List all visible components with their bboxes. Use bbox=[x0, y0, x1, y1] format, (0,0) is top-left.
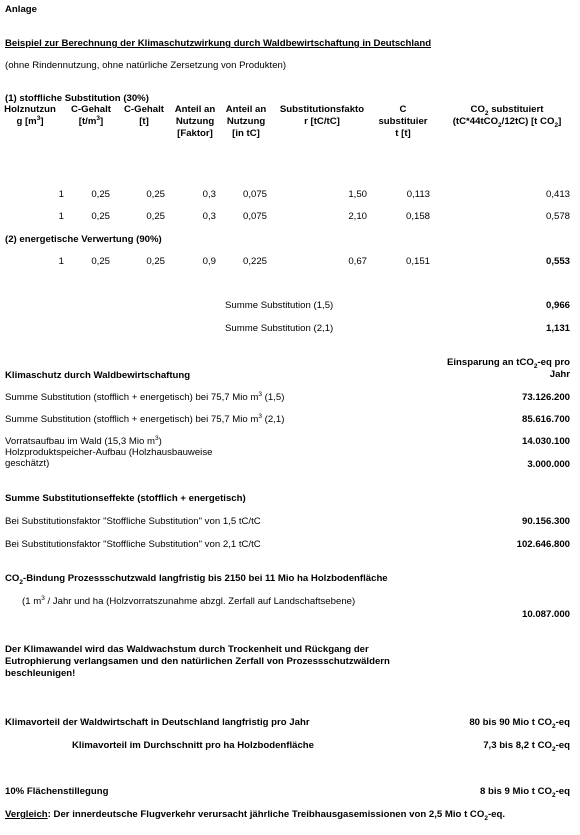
table-cell: 0,225 bbox=[242, 256, 267, 267]
vorteil-value: 7,3 bis 8,2 t $CO_2-eq$ bbox=[483, 740, 570, 753]
col-header-c-gehalt-m3: C-Gehalt $[t/m^3]$ bbox=[71, 104, 111, 127]
table-cell: 1,50 bbox=[348, 189, 367, 200]
klimaschutz-row-label: Summe Substitution (stofflich + energetisch) bei 75,7 Mio $m^3$ (1,5) bbox=[5, 390, 285, 403]
table-cell: 0,151 bbox=[405, 256, 430, 267]
col-header-holznutzung: Holznutzun g $[m^3]$ bbox=[4, 104, 56, 127]
table-cell: 0,413 bbox=[545, 189, 570, 200]
klimawandel-statement: Der Klimawandel wird das Waldwachstum durch Trockenheit und Rückgang der Eutrophierung verlangsamen und den natürlichen Zerfall von Prozessschutzwäldern beschleunigen! bbox=[5, 644, 390, 679]
table-cell: 0,25 bbox=[91, 256, 110, 267]
substitutionseffekte-heading: Summe Substitutionseffekte (stofflich + energetisch) bbox=[5, 493, 246, 504]
table-cell: 0,075 bbox=[242, 189, 267, 200]
col-header-anteil-tc: Anteil an Nutzung [in tC] bbox=[225, 104, 267, 139]
table-cell: 0,3 bbox=[202, 211, 216, 222]
klimaschutz-row-value: 73.126.200 bbox=[521, 392, 570, 403]
vergleich-statement: Vergleich: Der innerdeutsche Flugverkehr verursacht jährliche Treibhausgasemissionen von 2,5 Mio t $CO_2-eq$. bbox=[5, 809, 506, 822]
col-header-c-gehalt-t: C-Gehalt [t] bbox=[124, 104, 164, 127]
substitution-row-value: 90.156.300 bbox=[521, 516, 570, 527]
table-cell: 0,158 bbox=[405, 211, 430, 222]
substitution-row-label: Bei Substitutionsfaktor "Stoffliche Substitution" von 1,5 tC/tC bbox=[5, 516, 261, 527]
document-title: Beispiel zur Berechnung der Klimaschutzwirkung durch Waldbewirtschaftung in Deutschland bbox=[5, 38, 432, 49]
vorteil-label: 10% Flächenstillegung bbox=[5, 786, 109, 797]
substitution-row-label: Bei Substitutionsfaktor "Stoffliche Substitution" von 2,1 tC/tC bbox=[5, 539, 261, 550]
col-header-co2-substituiert: $CO_2$ substituiert (tC*44tCO$_2$/12tC) [t $CO_2$] bbox=[452, 104, 562, 129]
anlage-label: Anlage bbox=[5, 4, 37, 15]
sum-label: Summe Substitution (1,5) bbox=[225, 300, 334, 311]
klimaschutz-row-label: Summe Substitution (stofflich + energetisch) bei 75,7 Mio $m^3$ (2,1) bbox=[5, 412, 285, 425]
sum-value: 0,966 bbox=[545, 300, 570, 311]
table-cell: 1 bbox=[58, 256, 64, 267]
table-cell: 0,553 bbox=[545, 256, 570, 267]
table-cell: 1 bbox=[58, 211, 64, 222]
table-cell: 0,25 bbox=[91, 211, 110, 222]
table-cell: 0,67 bbox=[348, 256, 367, 267]
table-cell: 0,9 bbox=[202, 256, 216, 267]
sum-value: 1,131 bbox=[545, 323, 570, 334]
table-cell: 0,25 bbox=[91, 189, 110, 200]
vorteil-label: Klimavorteil im Durchschnitt pro ha Holzbodenfläche bbox=[72, 740, 315, 751]
vorteil-value: 80 bis 90 Mio t $CO_2-eq$ bbox=[469, 717, 570, 730]
klimaschutz-row-label: Vorratsaufbau im Wald (15,3 Mio $m^3$) bbox=[5, 434, 162, 447]
table-cell: 0,3 bbox=[202, 189, 216, 200]
klimaschutz-row-value: 85.616.700 bbox=[521, 414, 570, 425]
table-cell: 0,075 bbox=[242, 211, 267, 222]
table-cell: 0,25 bbox=[146, 189, 165, 200]
table-cell: 0,25 bbox=[146, 256, 165, 267]
sum-label: Summe Substitution (2,1) bbox=[225, 323, 334, 334]
substitution-row-value: 102.646.800 bbox=[516, 539, 570, 550]
vorteil-label: Klimavorteil der Waldwirtschaft in Deutschland langfristig pro Jahr bbox=[5, 717, 310, 728]
document-subtitle: (ohne Rindennutzung, ohne natürliche Zersetzung von Produkten) bbox=[5, 60, 287, 71]
co2-bindung-note: (1 $m^3$ / Jahr und ha (Holzvorratszunahme abzgl. Zerfall auf Landschaftsebene) bbox=[22, 594, 356, 607]
col-header-c-substituiert: C substituier t [t] bbox=[378, 104, 428, 139]
vorteil-value: 8 bis 9 Mio t $CO_2-eq$ bbox=[480, 786, 570, 799]
klimaschutz-row-value: 3.000.000 bbox=[527, 459, 570, 470]
table-cell: 1 bbox=[58, 189, 64, 200]
table-cell: 0,113 bbox=[406, 189, 430, 200]
table-cell: 2,10 bbox=[348, 211, 367, 222]
col-header-anteil-faktor: Anteil an Nutzung [Faktor] bbox=[174, 104, 216, 139]
klimaschutz-row-value: 14.030.100 bbox=[521, 436, 570, 447]
section2-label: (2) energetische Verwertung (90%) bbox=[5, 234, 162, 245]
savings-column-header: Einsparung an tCO$_2$-eq pro Jahr bbox=[446, 357, 570, 380]
table-cell: 0,578 bbox=[545, 211, 570, 222]
col-header-substitutionsfaktor: Substitutionsfakto r [tC/tC] bbox=[279, 104, 365, 127]
klimaschutz-row-label: Holzproduktspeicher-Aufbau (Holzhausbauweise geschätzt) bbox=[5, 447, 213, 469]
co2-bindung-value: 10.087.000 bbox=[521, 609, 570, 620]
table-cell: 0,25 bbox=[146, 211, 165, 222]
co2-bindung-heading: $CO_2$-Bindung Prozessschutzwald langfristig bis 2150 bei 11 Mio ha Holzbodenfläche bbox=[5, 573, 388, 586]
klimaschutz-heading: Klimaschutz durch Waldbewirtschaftung bbox=[5, 370, 191, 381]
section1-label: (1) stoffliche Substitution (30%) bbox=[5, 93, 149, 104]
